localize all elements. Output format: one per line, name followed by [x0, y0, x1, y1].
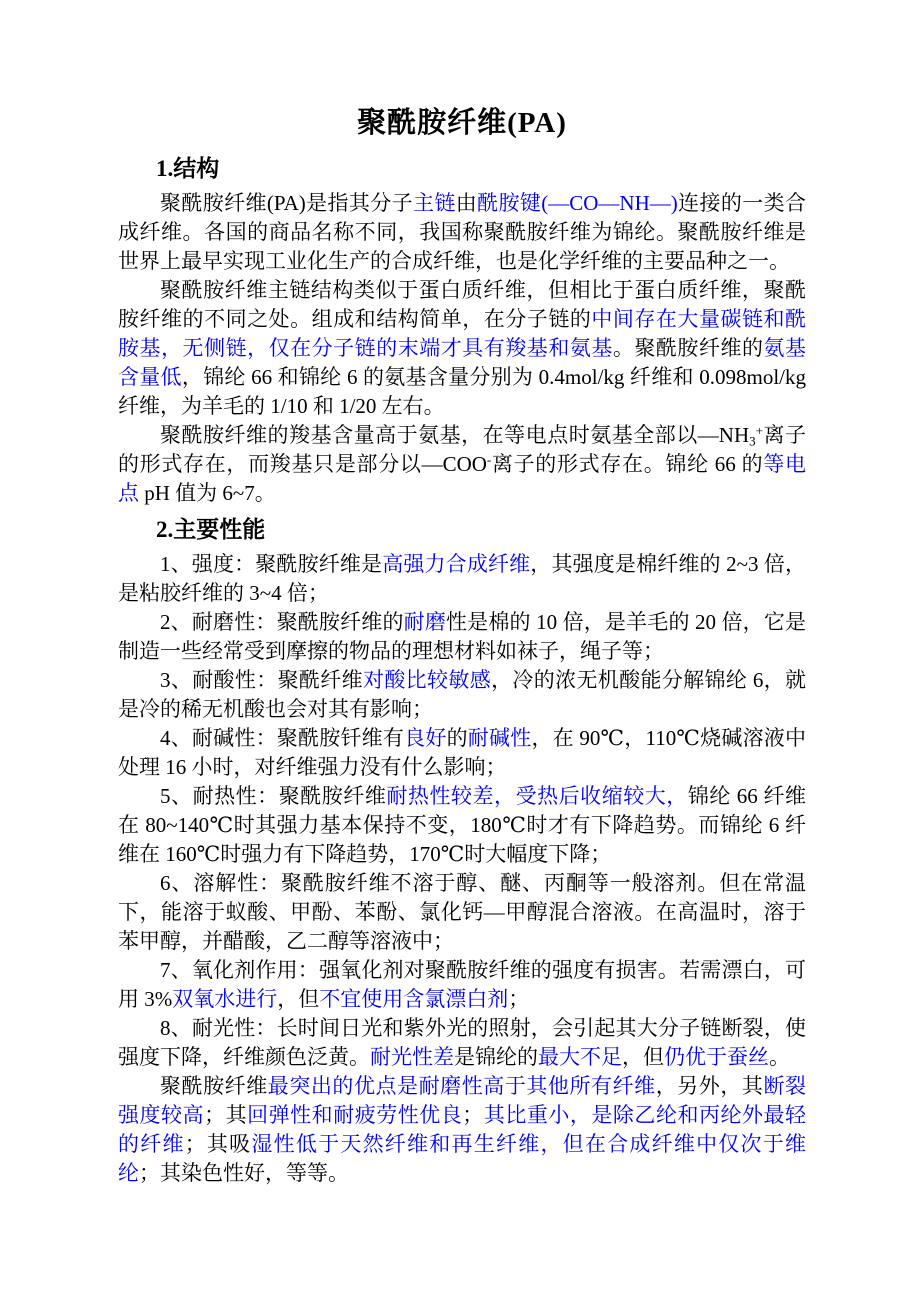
section-heading: [118, 152, 806, 185]
text-run: 其比重小，是除乙纶和丙纶外最轻的纤维: [118, 1103, 807, 1156]
text-run: 聚酰胺纤维主链结构类似于蛋白质纤维，但相比于蛋白质纤维，聚酰胺纤维的不同之处。组成和结构简单，在分子链的: [118, 278, 806, 331]
text-run: 4、耐碱性：聚酰胺钎维有: [160, 726, 405, 750]
paragraph: [118, 956, 806, 1014]
text-run: 离子的形式存在，而羧基只是部分以—COO: [118, 423, 806, 476]
text-run: 断裂强度较高: [118, 1074, 807, 1127]
text-run: 性是棉的 10 倍，是羊毛的 20 倍，它是制造一些经常受到摩擦的物品的理想材料如袜子，绳子等；: [118, 610, 807, 663]
text-run: 5、耐热性：聚酰胺纤维: [160, 784, 387, 808]
text-run: 聚酰胺纤维(PA): [357, 107, 567, 139]
text-run: 高强力合成纤维: [382, 552, 531, 576]
text-run: ；: [462, 1103, 484, 1127]
text-run: ，其强度是棉纤维的 2~3 倍，是粘胶纤维的 3~4 倍；: [118, 552, 807, 605]
text-run: 2.主要性能: [156, 517, 266, 542]
paragraph: [118, 421, 806, 508]
text-run: 不宜使用含氯漂白剂: [319, 987, 509, 1011]
text-run: 氨基含量低: [118, 336, 807, 389]
section-heading: [118, 513, 806, 546]
text-run: 。聚酰胺纤维的: [612, 336, 764, 360]
text-run: 回弹性和耐疲劳性优良: [247, 1103, 463, 1127]
text-run: ，但: [277, 987, 320, 1011]
text-run: 锦纶 66 纤维在 80~140℃时其强力基本保持不变，180℃时才有下降趋势。而锦纶 6 纤维在 160℃时强力有下降趋势，170℃时大幅度下降；: [118, 784, 807, 866]
text-run: 1、强度：聚酰胺纤维是: [160, 552, 383, 576]
text-run: ，锦纶 66 和锦纶 6 的氨基含量分别为 0.4mol/kg 纤维和 0.098mol/kg 纤维，为羊毛的 1/10 和 1/20 左右。: [118, 365, 806, 418]
text-run: 酰胺键(—CO—NH—): [477, 191, 678, 215]
paragraph: [118, 550, 806, 608]
paragraph: [118, 782, 806, 869]
text-run: 良好: [404, 726, 447, 750]
text-run: 耐磨: [403, 610, 446, 634]
text-run: 最突出的优点是耐磨性高于其他所有纤维: [267, 1074, 656, 1098]
text-run: 主链: [413, 191, 456, 215]
text-run: 双氧水进行: [172, 987, 278, 1011]
text-run: ；其染色性好，等等。: [139, 1161, 349, 1185]
text-run: +: [755, 422, 763, 438]
text-run: 8、耐光性：长时间日光和紫外光的照射，会引起其大分子链断裂，使强度下降，纤维颜色泛黄。: [118, 1016, 806, 1069]
text-run: ；: [508, 987, 530, 1011]
text-run: 。: [769, 1045, 790, 1069]
text-run: ，冷的浓无机酸能分解锦纶 6，就是冷的稀无机酸也会对其有影响；: [118, 668, 807, 721]
text-run: pH 值为 6~7。: [139, 481, 276, 505]
paragraph: [118, 189, 806, 276]
text-run: 聚酰胺纤维(PA)是指其分子: [160, 191, 414, 215]
text-run: ；其吸: [184, 1132, 252, 1156]
text-run: 耐热性较差，受热后收缩较大，: [386, 784, 688, 808]
text-run: 6、溶解性：聚酰胺纤维不溶于醇、醚、丙酮等一般溶剂。但在常温下，能溶于蚁酸、甲酚、苯酚、氯化钙—甲醇混合溶液。在高温时，溶于苯甲醇，并醋酸，乙二醇等溶液中；: [118, 871, 806, 953]
paragraph: [118, 724, 806, 782]
text-run: ，但: [622, 1045, 664, 1069]
document-title: [118, 102, 806, 144]
text-run: ，另外，其: [655, 1074, 764, 1098]
paragraph: [118, 276, 806, 421]
text-run: 耐碱性: [467, 726, 532, 750]
paragraph: [118, 608, 806, 666]
paragraph: [118, 1014, 806, 1072]
text-run: 仍优于蚕丝: [664, 1045, 769, 1069]
paragraph: [118, 869, 806, 956]
superscript: [756, 423, 763, 438]
text-run: 湿性低于天然纤维和再生纤维，但在合成纤维中仅次于维纶: [118, 1132, 807, 1185]
text-run: 3: [749, 433, 756, 449]
text-run: 的: [446, 726, 468, 750]
text-run: 等电点: [118, 452, 807, 505]
text-run: 离子的形式存在。锦纶 66 的: [491, 452, 764, 476]
text-run: 聚酰胺纤维: [160, 1074, 268, 1098]
text-run: 对酸比较敏感: [362, 668, 492, 692]
text-run: 1.结构: [156, 156, 220, 181]
text-run: ，在 90℃，110℃烧碱溶液中处理 16 小时，对纤维强力没有什么影响；: [118, 726, 807, 779]
text-run: 耐光性差: [370, 1045, 454, 1069]
text-run: 是锦纶的: [454, 1045, 538, 1069]
document-content: [118, 102, 806, 1188]
paragraph: [118, 666, 806, 724]
text-run: 3、耐酸性：聚酰纤维: [160, 668, 363, 692]
text-run: 连接的一类合成纤维。各国的商品名称不同，我国称聚酰胺纤维为锦纶。聚酰胺纤维是世界上最早实现工业化生产的合成纤维，也是化学纤维的主要品种之一。: [118, 191, 807, 273]
text-run: ；其: [204, 1103, 248, 1127]
text-run: 7、氧化剂作用：强氧化剂对聚酰胺纤维的强度有损害。若需漂白，可用 3%: [118, 958, 806, 1011]
text-run: 最大不足: [538, 1045, 622, 1069]
text-run: 由: [455, 191, 478, 215]
paragraph: [118, 1072, 806, 1188]
text-run: 聚酰胺纤维的羧基含量高于氨基，在等电点时氨基全部以—NH: [160, 423, 750, 447]
text-run: -: [486, 451, 492, 467]
text-run: 中间存在大量碳链和酰胺基，无侧链，仅在分子链的末端才具有羧基和氨基: [118, 307, 807, 360]
text-run: 2、耐磨性：聚酰胺纤维的: [160, 610, 404, 634]
